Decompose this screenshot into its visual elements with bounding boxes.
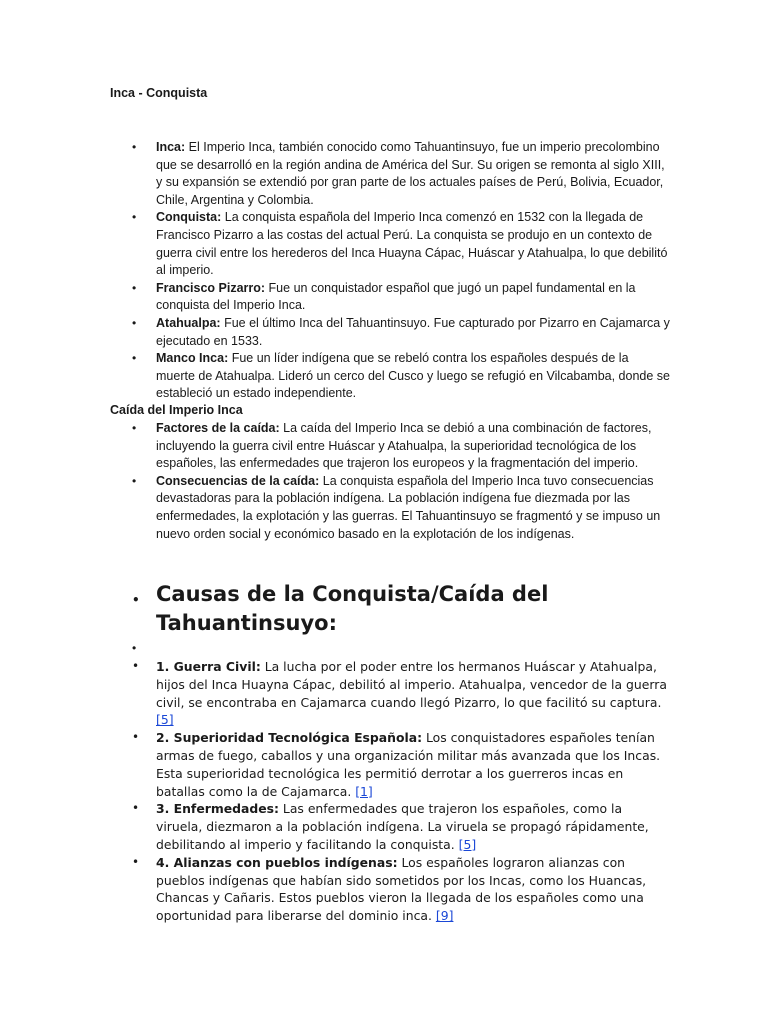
causas-heading: Causas de la Conquista/Caída del Tahuantinsuyo: (156, 582, 549, 635)
item-text: Fue un conquistador español que jugó un papel fundamental en la conquista del Imperio Inca. (156, 280, 636, 313)
item-text: Fue un líder indígena que se rebeló contra los españoles después de la muerte de Atahualpa. Lideró un cerco del Cusco y luego se refugió en Vilcabamba, donde se estableció un estado independiente. (156, 351, 670, 401)
bullet-icon: • (132, 280, 137, 295)
item-text: Los conquistadores españoles tenían armas de fuego, caballos y una organización militar más avanzada que los Incas. Esta superioridad tecnológica les permitió derrotar a los guerreros incas en batallas como la de Cajamarca. (156, 730, 661, 799)
item-term: 4. Alianzas con pueblos indígenas: (156, 854, 398, 870)
item-term: Inca: (156, 140, 186, 154)
item-text: Las enfermedades que trajeron los españoles, como la viruela, diezmaron a la población indígena. La viruela se propagó rápidamente, debilitando al imperio y facilitando la conquista. (156, 801, 649, 852)
item-term: Conquista: (156, 210, 222, 225)
item-term: Factores de la caída: (156, 421, 280, 435)
bullet-icon: • (132, 854, 140, 869)
caida-list (110, 420, 670, 543)
list-item (110, 139, 670, 209)
item-text: La conquista española del Imperio Inca tuvo consecuencias devastadoras para la población indígena. La población indígena fue diezmada por las enfermedades, la explotación y las guerras. El Tahuantinsuyo se fragmentó y se impuso un nuevo orden social y económico basado en la explotación de los indígenas. (156, 473, 661, 541)
item-term: Consecuencias de la caída: (156, 473, 320, 488)
citation-link[interactable]: [9] (435, 908, 454, 924)
citation-link[interactable]: [5] (458, 836, 477, 852)
document-title: Inca - Conquista (110, 86, 208, 100)
bullet-icon: • (132, 730, 140, 745)
item-text: Los españoles lograron alianzas con pueblos indígenas que habían sido sometidos por los Incas, como los Huancas, Chancas y Cañaris. Estos pueblos vieron la llegada de los españoles como una oportunidad para liberarse del dominio inca. (156, 854, 647, 924)
list-item (110, 420, 670, 473)
bullet-icon: • (132, 315, 137, 330)
item-text: Fue el último Inca del Tahuantinsuyo. Fue capturado por Pizarro en Cajamarca y ejecutado en 1533. (156, 315, 670, 348)
list-item (110, 350, 670, 403)
bullet-icon: • (132, 473, 137, 488)
item-term: 2. Superioridad Tecnológica Española: (156, 730, 423, 746)
section-heading: Caída del Imperio Inca (110, 403, 243, 417)
list-item (110, 800, 670, 853)
bullet-icon: • (132, 659, 140, 673)
intro-list (110, 139, 670, 403)
item-term: 1. Guerra Civil: (156, 659, 261, 674)
item-text: La conquista española del Imperio Inca comenzó en 1532 con la llegada de Francisco Pizarro a las costas del actual Perú. La conquista se produjo en un contexto de guerra civil entre los herederos del Inca Huayna Cápac, Huáscar y Atahualpa, lo que debilitó al imperio. (156, 210, 668, 278)
empty-list-item (110, 640, 670, 658)
item-text: El Imperio Inca, también conocido como Tahuantinsuyo, fue un imperio precolombino que se desarrolló en la región andina de América del Sur. Su origen se remonta al siglo XIII, y su expansión se extendió por gran parte de los actuales países de Perú, Bolivia, Ecuador, Chile, Argentina y Colombia. (156, 140, 665, 207)
citation-link[interactable]: [1] (355, 783, 373, 799)
item-term: Francisco Pizarro: (156, 280, 266, 295)
bullet-icon: • (132, 140, 137, 154)
list-item (110, 315, 670, 350)
bullet-icon: • (132, 210, 137, 225)
list-item (110, 658, 670, 729)
item-term: Manco Inca: (156, 351, 229, 366)
item-term: 3. Enfermedades: (156, 801, 279, 817)
citation-link[interactable]: [5] (156, 712, 174, 728)
list-item (110, 280, 670, 315)
list-item (110, 729, 670, 800)
bullet-icon: • (132, 593, 140, 607)
item-text: La lucha por el poder entre los hermanos Huáscar y Atahualpa, hijos del Inca Huayna Cápac, debilitó al imperio. Atahualpa, vencedor de la guerra civil, se encontraba en Cajamarca cuando llegó Pizarro, lo que facilitó su captura. (156, 659, 667, 710)
bullet-icon: • (132, 801, 140, 816)
list-item (110, 580, 670, 640)
bullet-icon: • (132, 421, 137, 435)
bullet-icon: • (132, 641, 137, 655)
causas-list (110, 580, 670, 925)
bullet-icon: • (132, 351, 137, 366)
list-item (110, 473, 670, 543)
item-term: Atahualpa: (156, 315, 221, 330)
list-item (110, 209, 670, 279)
item-text: La caída del Imperio Inca se debió a una combinación de factores, incluyendo la guerra civil entre Huáscar y Atahualpa, la superioridad tecnológica de los españoles, las enfermedades que trajeron los europeos y la fragmentación del imperio. (156, 421, 652, 471)
list-item (110, 854, 670, 925)
